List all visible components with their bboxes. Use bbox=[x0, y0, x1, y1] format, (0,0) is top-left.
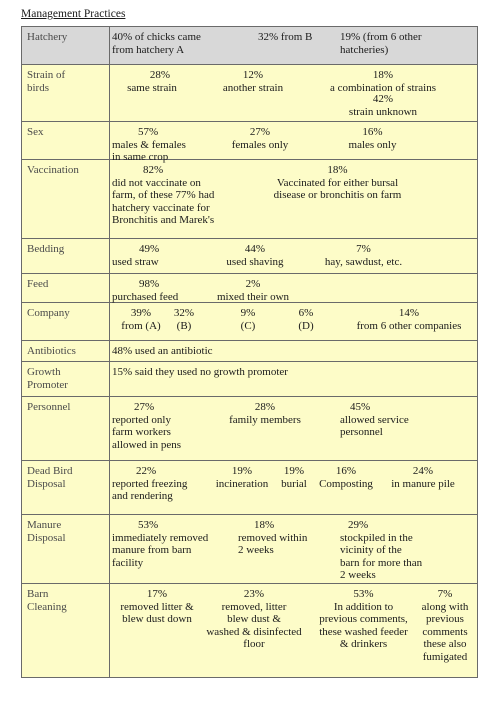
item-text: family members bbox=[229, 413, 301, 426]
row-item bbox=[334, 307, 484, 332]
row-item bbox=[306, 243, 421, 268]
item-percent: 42% bbox=[372, 93, 394, 105]
row-item bbox=[325, 126, 420, 151]
item-text: mixed their own bbox=[216, 290, 290, 303]
item-text: stockpiled in the vicinity of the barn for more than 2 weeks bbox=[340, 531, 423, 581]
item-percent: 18% bbox=[327, 164, 348, 176]
row-item bbox=[112, 345, 312, 358]
table-row bbox=[22, 238, 477, 273]
row-content bbox=[110, 274, 477, 302]
item-text: another strain bbox=[222, 81, 284, 94]
item-text: from 6 other companies bbox=[356, 319, 462, 332]
item-percent: 7% bbox=[437, 588, 453, 600]
row-label: Hatchery bbox=[22, 27, 110, 64]
table-row bbox=[22, 514, 477, 583]
row-item bbox=[286, 307, 326, 332]
item-text: did not vaccinate on farm, of these 77% had hatchery vaccinate for Bronchitis and Marek's bbox=[112, 176, 215, 226]
row-item bbox=[164, 307, 204, 332]
item-text: removed, litter blew dust & washed & disinfected floor bbox=[206, 600, 302, 650]
item-text: removed within 2 weeks bbox=[238, 531, 308, 556]
item-percent: 53% bbox=[138, 519, 159, 531]
item-text: strain unknown bbox=[348, 105, 418, 118]
row-item bbox=[255, 164, 420, 202]
item-percent: 39% bbox=[130, 307, 152, 319]
item-text: immediately removed manure from barn facility bbox=[112, 531, 209, 569]
page-title: Management Practices bbox=[21, 8, 126, 20]
item-text: (D) bbox=[298, 319, 314, 332]
item-percent: 18% bbox=[254, 519, 275, 531]
row-item bbox=[220, 126, 300, 151]
item-percent: 44% bbox=[244, 243, 266, 255]
item-percent: 2% bbox=[245, 278, 261, 290]
row-content bbox=[110, 160, 477, 238]
table-row bbox=[22, 583, 477, 677]
row-content bbox=[110, 461, 477, 514]
table-row bbox=[22, 361, 477, 396]
row-item bbox=[340, 401, 440, 439]
header-row bbox=[22, 27, 477, 64]
row-item bbox=[340, 31, 450, 56]
header-item-text: 32% from B bbox=[258, 31, 313, 43]
item-percent: 9% bbox=[240, 307, 256, 319]
item-text: used shaving bbox=[226, 255, 284, 268]
table-row bbox=[22, 159, 477, 238]
row-item bbox=[208, 69, 298, 94]
item-text: reported freezing and rendering bbox=[112, 477, 188, 502]
item-text: males & females in same crop bbox=[112, 138, 186, 163]
row-item bbox=[112, 401, 222, 451]
row-item bbox=[308, 93, 458, 118]
row-item bbox=[238, 519, 323, 557]
item-percent: 49% bbox=[139, 243, 160, 255]
item-text: females only bbox=[231, 138, 289, 151]
row-label: Strain of birds bbox=[22, 65, 110, 121]
item-text: Composting bbox=[319, 477, 373, 490]
item-text: reported only farm workers allowed in pens bbox=[112, 413, 182, 451]
row-item bbox=[208, 278, 298, 303]
row-content bbox=[110, 239, 477, 273]
item-percent: 7% bbox=[356, 243, 371, 255]
item-percent: 18% bbox=[372, 69, 394, 81]
row-content bbox=[110, 584, 477, 677]
item-percent: 16% bbox=[362, 126, 383, 138]
item-percent: 29% bbox=[348, 519, 369, 531]
management-practices-table bbox=[21, 26, 478, 678]
item-percent: 82% bbox=[143, 164, 164, 176]
row-item bbox=[313, 465, 379, 490]
item-percent: 12% bbox=[242, 69, 264, 81]
row-content bbox=[110, 27, 477, 64]
row-label: Sex bbox=[22, 122, 110, 159]
row-item bbox=[306, 588, 421, 651]
table-row bbox=[22, 396, 477, 460]
table-row bbox=[22, 64, 477, 121]
item-percent: 16% bbox=[335, 465, 357, 477]
row-item bbox=[112, 69, 192, 94]
row-item bbox=[112, 164, 252, 227]
item-text: burial bbox=[281, 477, 307, 490]
row-item bbox=[112, 243, 212, 268]
row-item bbox=[112, 465, 207, 503]
row-item bbox=[274, 465, 314, 490]
item-percent: 23% bbox=[243, 588, 265, 600]
item-text: In addition to previous comments, these washed feeder & drinkers bbox=[319, 600, 408, 650]
table-row bbox=[22, 340, 477, 361]
item-text: incineration bbox=[215, 477, 269, 490]
row-label: Bedding bbox=[22, 239, 110, 273]
row-item bbox=[258, 31, 338, 44]
row-item bbox=[112, 588, 202, 626]
row-label: Barn Cleaning bbox=[22, 584, 110, 677]
item-percent: 14% bbox=[398, 307, 420, 319]
item-percent: 24% bbox=[412, 465, 434, 477]
row-item bbox=[378, 465, 468, 490]
item-text: purchased feed bbox=[112, 290, 179, 303]
row-item bbox=[410, 588, 480, 663]
item-text: hay, sawdust, etc. bbox=[324, 255, 403, 268]
item-text: (B) bbox=[176, 319, 192, 332]
item-percent: 28% bbox=[149, 69, 171, 81]
row-item bbox=[116, 307, 166, 332]
item-percent: 53% bbox=[353, 588, 374, 600]
item-text: along with previous comments these also fumigated bbox=[421, 600, 469, 663]
item-text: used straw bbox=[112, 255, 159, 268]
row-label: Feed bbox=[22, 274, 110, 302]
row-item bbox=[298, 69, 468, 94]
row-item bbox=[210, 243, 300, 268]
header-item-text: 19% (from 6 other hatcheries) bbox=[340, 31, 422, 56]
table-row bbox=[22, 460, 477, 514]
row-label: Growth Promoter bbox=[22, 362, 110, 396]
item-percent: 27% bbox=[249, 126, 271, 138]
row-label: Company bbox=[22, 303, 110, 340]
item-text: removed litter & blew dust down bbox=[120, 600, 194, 625]
header-item-text: 40% of chicks came from hatchery A bbox=[112, 31, 201, 56]
item-percent: 57% bbox=[138, 126, 159, 138]
item-percent: 19% bbox=[231, 465, 253, 477]
item-percent: 17% bbox=[146, 588, 168, 600]
item-percent: 28% bbox=[254, 401, 276, 413]
item-text: in manure pile bbox=[391, 477, 455, 490]
row-item bbox=[340, 519, 450, 582]
row-content bbox=[110, 303, 477, 340]
row-label: Manure Disposal bbox=[22, 515, 110, 583]
table-row bbox=[22, 302, 477, 340]
item-text: (C) bbox=[240, 319, 256, 332]
row-item bbox=[204, 588, 304, 651]
row-content bbox=[110, 397, 477, 460]
row-item bbox=[206, 465, 278, 490]
item-text: 15% said they used no growth promoter bbox=[112, 366, 288, 378]
item-percent: 19% bbox=[283, 465, 305, 477]
item-text: a combination of strains bbox=[329, 81, 436, 94]
item-text: males only bbox=[348, 138, 397, 151]
item-text: from (A) bbox=[121, 319, 161, 332]
row-label: Vaccination bbox=[22, 160, 110, 238]
row-content bbox=[110, 122, 477, 163]
row-label: Personnel bbox=[22, 397, 110, 460]
item-percent: 32% bbox=[173, 307, 195, 319]
row-label: Antibiotics bbox=[22, 341, 110, 361]
item-percent: 27% bbox=[134, 401, 155, 413]
row-item bbox=[112, 126, 222, 164]
row-item bbox=[112, 278, 212, 303]
row-item bbox=[210, 401, 320, 426]
item-text: 48% used an antibiotic bbox=[112, 345, 213, 357]
row-item bbox=[112, 366, 412, 379]
item-percent: 22% bbox=[136, 465, 157, 477]
row-item bbox=[112, 519, 242, 569]
table-row bbox=[22, 273, 477, 302]
item-percent: 6% bbox=[298, 307, 314, 319]
item-text: same strain bbox=[127, 81, 177, 94]
item-percent: 98% bbox=[139, 278, 160, 290]
item-percent: 45% bbox=[350, 401, 371, 413]
row-item bbox=[228, 307, 268, 332]
item-text: allowed service personnel bbox=[340, 413, 409, 438]
item-text: Vaccinated for either bursal disease or bronchitis on farm bbox=[273, 176, 402, 201]
row-label: Dead Bird Disposal bbox=[22, 461, 110, 514]
table-row bbox=[22, 121, 477, 163]
row-content bbox=[110, 362, 477, 396]
row-content bbox=[110, 341, 477, 361]
row-content bbox=[110, 515, 477, 583]
row-item bbox=[112, 31, 232, 56]
row-content bbox=[110, 65, 477, 121]
